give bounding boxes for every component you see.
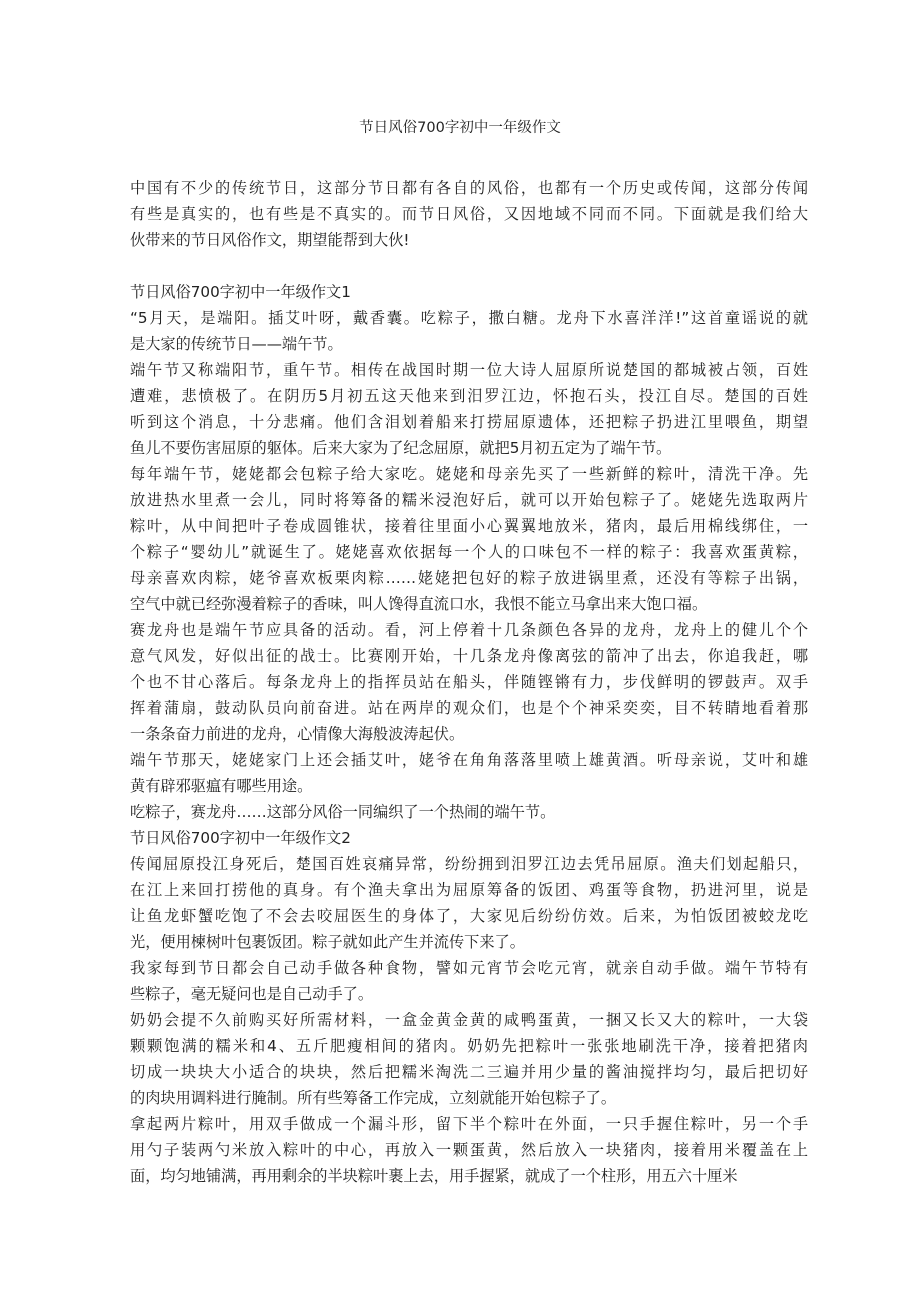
paragraph [130,1111,808,1189]
paragraph-line: 传闻屈原投江身死后，楚国百姓哀痛异常，纷纷拥到汨罗江边去凭吊屈原。渔夫们划起船只， [130,855,808,873]
paragraph-line: 个粽子“婴幼儿”就诞生了。姥姥喜欢依据每一个人的口味包不一样的粽子：我喜欢蛋黄粽， [130,543,808,561]
paragraph-line: 切成一块块大小适合的块块，然后把糯米淘洗二三遍并用少量的酱油搅拌均匀，最后把切好 [130,1063,808,1081]
paragraph [130,461,808,617]
heading-line: 节日风俗700字初中一年级作文2 [130,829,351,847]
paragraph-line: 鱼儿不要伤害屈原的躯体。后来大家为了纪念屈原，就把5月初五定为了端午节。 [130,439,672,457]
paragraph-line: 一条条奋力前进的龙舟，心情像大海般波涛起伏。 [130,725,465,743]
intro-paragraph [130,175,808,253]
paragraph-line: 吃粽子，赛龙舟……这部分风俗一同编织了一个热闹的端午节。 [130,803,556,821]
paragraph-line: 放进热水里煮一会儿，同时将筹备的糯米浸泡好后，就可以开始包粽子了。姥姥先选取两片 [130,491,808,509]
document-body [130,279,808,1189]
paragraph-line: 些粽子，毫无疑问也是自己动手了。 [130,985,373,1003]
intro-line: 有些是真实的，也有些是不真实的。而节日风俗，又因地域不同而不同。下面就是我们给大 [130,205,808,223]
paragraph [130,955,808,1007]
paragraph [130,357,808,461]
paragraph [130,305,808,357]
paragraph-line: 用勺子装两勺米放入粽叶的中心，再放入一颗蛋黄，然后放入一块猪肉，接着用米覆盖在上 [130,1141,808,1159]
section-heading [130,279,808,305]
paragraph-line: 我家每到节日都会自己动手做各种食物，譬如元宵节会吃元宵，就亲自动手做。端午节特有 [130,959,808,977]
paragraph [130,799,808,825]
paragraph-line: 粽叶，从中间把叶子卷成圆锥状，接着往里面小心翼翼地放米，猪肉，最后用棉线绑住，一 [130,517,808,535]
paragraph-line: 意气风发，好似出征的战士。比赛刚开始，十几条龙舟像离弦的箭冲了出去，你追我赶，哪 [130,647,808,665]
intro-line: 伙带来的节日风俗作文，期望能帮到大伙! [130,231,410,249]
paragraph-line: 在江上来回打捞他的真身。有个渔夫拿出为屈原筹备的饭团、鸡蛋等食物，扔进河里，说是 [130,881,808,899]
paragraph-line: 空气中就已经弥漫着粽子的香味，叫人馋得直流口水，我恨不能立马拿出来大饱口福。 [130,595,708,613]
paragraph [130,747,808,799]
paragraph-line: 个也不甘心落后。每条龙舟上的指挥员站在船头，伴随铿锵有力，步伐鲜明的锣鼓声。双手 [130,673,808,691]
paragraph-line: 让鱼龙虾蟹吃饱了不会去咬屈医生的身体了，大家见后纷纷仿效。后来，为怕饭团被蛟龙吃 [130,907,808,925]
intro-line: 中国有不少的传统节日，这部分节日都有各自的风俗，也都有一个历史或传闻，这部分传闻 [130,179,808,197]
heading-line: 节日风俗700字初中一年级作文1 [130,283,351,301]
paragraph-line: 面，均匀地铺满，再用剩余的半块粽叶裹上去，用手握紧，就成了一个柱形，用五六十厘米 [130,1167,738,1185]
paragraph-line: 端午节又称端阳节，重午节。相传在战国时期一位大诗人屈原所说楚国的都城被占领，百姓 [130,361,808,379]
paragraph-line: 母亲喜欢肉粽，姥爷喜欢板栗肉粽……姥姥把包好的粽子放进锅里煮，还没有等粽子出锅， [130,569,808,587]
paragraph-line: 光，便用楝树叶包裹饭团。粽子就如此产生并流传下来了。 [130,933,525,951]
paragraph-line: 黄有辟邪驱瘟有哪些用途。 [130,777,313,795]
document-title: 节日风俗700字初中一年级作文 [359,120,561,136]
paragraph-line: 颗颗饱满的糯米和4、五斤肥瘦相间的猪肉。奶奶先把粽叶一张张地刷洗干净，接着把猪肉 [130,1037,808,1055]
paragraph [130,1007,808,1111]
paragraph-line: 是大家的传统节日——端午节。 [130,335,343,353]
paragraph-line: 遭难，悲愤极了。在阴历5月初五这天他来到汨罗江边，怀抱石头，投江自尽。楚国的百姓 [130,387,808,405]
paragraph-line: 赛龙舟也是端午节应具备的活动。看，河上停着十几条颜色各异的龙舟，龙舟上的健儿个个 [130,621,808,639]
section-heading [130,825,808,851]
paragraph-line: “5月天，是端阳。插艾叶呀，戴香囊。吃粽子，撒白糖。龙舟下水喜洋洋!”这首童谣说的就 [130,309,808,327]
paragraph-line: 听到这个消息，十分悲痛。他们含泪划着船来打捞屈原遗体，还把粽子扔进江里喂鱼，期望 [130,413,808,431]
paragraph [130,617,808,747]
paragraph-line: 端午节那天，姥姥家门上还会插艾叶，姥爷在角角落落里喷上雄黄酒。听母亲说，艾叶和雄 [130,751,808,769]
paragraph-line: 奶奶会提不久前购买好所需材料，一盒金黄金黄的咸鸭蛋黄，一捆又长又大的粽叶，一大袋 [130,1011,808,1029]
paragraph-line: 拿起两片粽叶，用双手做成一个漏斗形，留下半个粽叶在外面，一只手握住粽叶，另一个手 [130,1115,808,1133]
paragraph [130,851,808,955]
paragraph-line: 的肉块用调料进行腌制。所有些筹备工作完成，立刻就能开始包粽子了。 [130,1089,616,1107]
paragraph-line: 每年端午节，姥姥都会包粽子给大家吃。姥姥和母亲先买了一些新鲜的粽叶，清洗干净。先 [130,465,808,483]
paragraph-line: 挥着蒲扇，鼓动队员向前奋进。站在两岸的观众们，也是个个神采奕奕，目不转睛地看着那 [130,699,808,717]
